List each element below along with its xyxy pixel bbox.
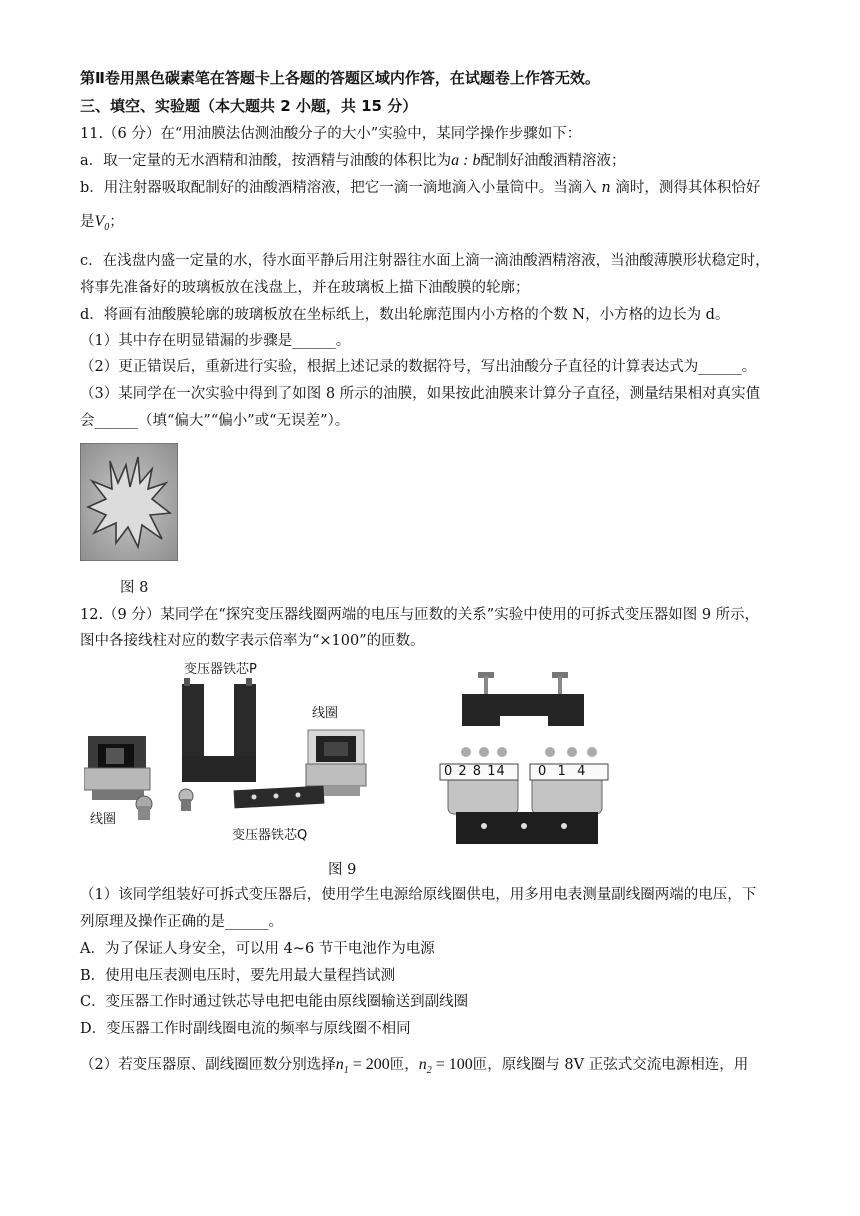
- right-coil-icon: [306, 730, 366, 796]
- core-q-icon: [234, 786, 325, 809]
- scale-left: 0 2 8 14: [444, 764, 506, 779]
- q12-n2-value: = 100: [431, 1056, 473, 1073]
- q12-sub1-2: 列原理及操作正确的是______。: [80, 914, 283, 930]
- q11-sub3-2: 会______（填“偏大”“偏小”或“无误差”）。: [80, 413, 350, 429]
- q12-n2-symbol: [418, 1056, 432, 1077]
- q11-ratio: a : b: [451, 152, 481, 169]
- q12-n1-symbol: [335, 1056, 349, 1077]
- q12-n2-letter: n: [418, 1056, 427, 1073]
- q12-n1-subscript: 1: [343, 1065, 349, 1077]
- q12-sub2-text: （2）若变压器原、副线圈匝数分别选择: [80, 1057, 336, 1073]
- q11-sub2: （2）更正错误后，重新进行实验，根据上述记录的数据符号，写出油酸分子直径的计算表达式为______。: [80, 359, 757, 375]
- q12-stem-1: 12.（9 分）某同学在“探究变压器线圈两端的电压与匝数的关系”实验中使用的可拆式变压器如图 9 所示，: [80, 607, 760, 623]
- q12-sub2-rest: 匝，原线圈与 8V 正弦式交流电源相连，用: [472, 1057, 749, 1073]
- q12-n1-value: = 200: [348, 1056, 390, 1073]
- oil-film-figure: [80, 443, 178, 561]
- section-instruction: 第Ⅱ卷用黑色碳素笔在答题卡上各题的答题区域内作答，在试题卷上作答无效。: [80, 69, 600, 87]
- fig9-caption: 图 9: [328, 862, 357, 878]
- section-title: 三、填空、实验题（本大题共 2 小题，共 15 分）: [80, 97, 418, 115]
- oil-film-image: [80, 443, 178, 561]
- q11-v-letter: V: [94, 213, 105, 230]
- q12-option-d: D．变压器工作时副线圈电流的频率与原线圈不相同: [80, 1021, 411, 1037]
- q11-v0-symbol: [94, 213, 110, 234]
- q11-n-symbol: n: [601, 180, 611, 196]
- q11-sub3-1: （3）某同学在一次实验中得到了如图 8 所示的油膜，如果按此油膜来计算分子直径，测量结果相对真实值: [80, 386, 761, 402]
- q11-step-c-1: c．在浅盘内盛一定量的水，待水面平静后用注射器往水面上滴一滴油酸酒精溶液，当油酸薄膜形状稳定时，: [80, 253, 770, 269]
- q12-n2-subscript: 2: [426, 1065, 432, 1077]
- q11-step-b-text-end: 滴时，测得其体积恰好: [610, 180, 761, 196]
- label-coil-right: 线圈: [312, 706, 339, 721]
- q12-n1-letter: n: [335, 1056, 344, 1073]
- fig8-caption: 图 8: [120, 580, 149, 596]
- terminal-icons: [136, 789, 193, 820]
- q11-step-b-is: 是: [80, 214, 95, 230]
- q11-step-a: [80, 151, 780, 171]
- q11-step-a-text: a．取一定量的无水酒精和油酸，按酒精与油酸的体积比为: [80, 153, 452, 169]
- q12-sub2: [80, 1055, 780, 1081]
- q11-step-b-semi: ；: [109, 214, 124, 230]
- transformer-parts-figure: [84, 656, 414, 848]
- q11-stem: 11.（6 分）在“用油膜法估测油酸分子的大小”实验中，某同学操作步骤如下：: [80, 126, 582, 142]
- q12-stem-2: 图中各接线柱对应的数字表示倍率为“×100”的匝数。: [80, 633, 425, 649]
- label-core-p: 变压器铁芯P: [184, 662, 257, 677]
- q12-sub2-unit1: 匝，: [389, 1057, 419, 1073]
- q11-step-c-2: 将事先准备好的玻璃板放在浅盘上，并在玻璃板上描下油酸膜的轮廓；: [80, 280, 530, 296]
- q11-step-b-text: b．用注射器吸取配制好的油酸酒精溶液，把它一滴一滴地滴入小量筒中。当滴入: [80, 180, 602, 196]
- q11-v-subscript: 0: [104, 222, 110, 234]
- transformer-parts-image: [84, 656, 414, 848]
- q12-sub1-1: （1）该同学组装好可拆式变压器后，使用学生电源给原线圈供电，用多用电表测量副线圈两端的电压，下: [80, 887, 757, 903]
- label-core-q: 变压器铁芯Q: [232, 828, 308, 843]
- core-p-icon: [182, 678, 256, 782]
- q11-sub1: （1）其中存在明显错漏的步骤是______。: [80, 333, 351, 349]
- scale-right: 0 1 4: [538, 764, 587, 779]
- assembled-transformer-image: [438, 672, 618, 848]
- left-coil-icon: [84, 736, 150, 800]
- q11-step-d: d．将画有油酸膜轮廓的玻璃板放在坐标纸上，数出轮廓范围内小方格的个数 N，小方格的边长为 d。: [80, 307, 730, 323]
- assembled-transformer-figure: [438, 672, 618, 848]
- q11-step-b-cont: [80, 212, 780, 238]
- q12-option-c: C．变压器工作时通过铁芯导电把电能由原线圈输送到副线圈: [80, 994, 469, 1010]
- q12-option-b: B．使用电压表测电压时，要先用最大量程挡试测: [80, 968, 396, 984]
- label-coil-left: 线圈: [90, 812, 117, 827]
- q11-step-b: [80, 178, 780, 198]
- q11-step-a-text-end: 配制好油酸酒精溶液；: [480, 153, 626, 169]
- q12-option-a: A．为了保证人身安全，可以用 4~6 节干电池作为电源: [80, 941, 435, 957]
